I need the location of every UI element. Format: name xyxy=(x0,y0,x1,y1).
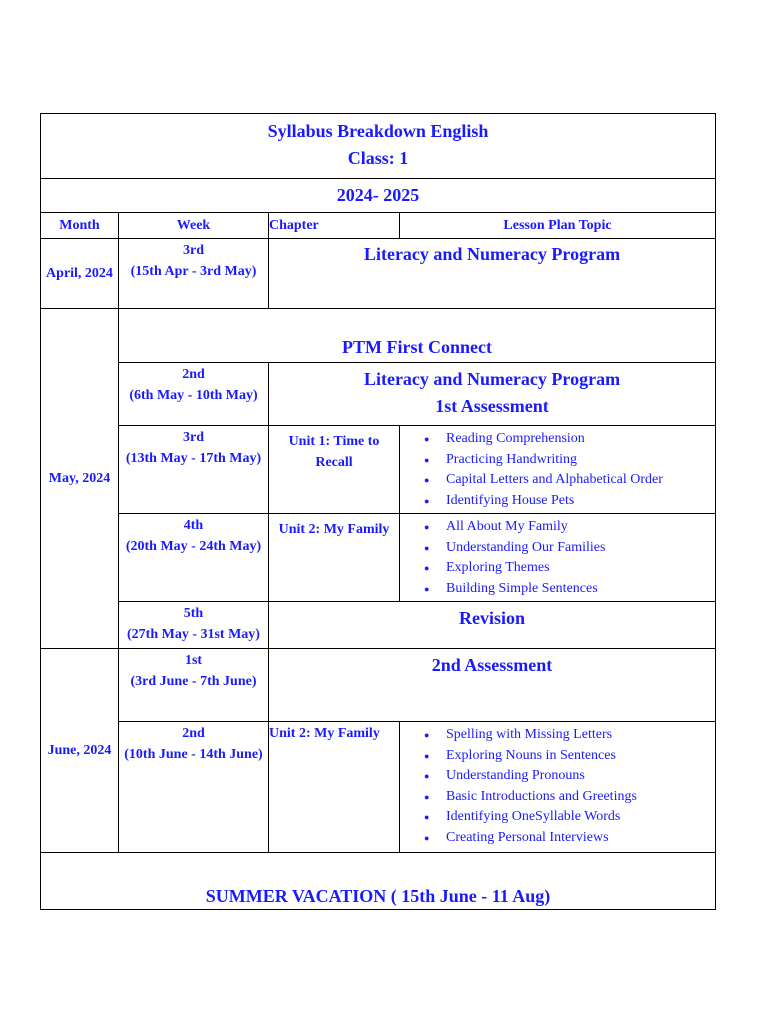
month-april: April, 2024 xyxy=(41,239,119,309)
table-row xyxy=(41,514,716,602)
topics-cell xyxy=(400,514,716,602)
list-item: ● Practicing Handwriting xyxy=(400,450,715,471)
week-number: 3rd xyxy=(183,243,204,258)
assessment-label: 1st Assessment xyxy=(435,396,549,416)
title-cell xyxy=(41,114,716,179)
header-week: Week xyxy=(119,213,269,239)
topic-list xyxy=(400,517,715,599)
week-number: 2nd xyxy=(182,367,205,382)
summer-vacation: SUMMER VACATION ( 15th June - 11 Aug) xyxy=(41,853,716,910)
list-item: ● Basic Introductions and Greetings xyxy=(400,787,715,808)
week-number: 5th xyxy=(183,606,204,621)
week-range: (3rd June - 7th June) xyxy=(130,673,257,689)
table-row xyxy=(41,853,716,910)
list-item: ● Capital Letters and Alphabetical Order xyxy=(400,470,715,491)
week-range: (13th May - 17th May) xyxy=(125,450,262,466)
syllabus-table xyxy=(40,113,716,910)
list-item: ● Creating Personal Interviews xyxy=(400,828,715,849)
ptm-label: PTM First Connect xyxy=(119,309,716,363)
document-title: Syllabus Breakdown English xyxy=(267,121,489,141)
week-range: (27th May - 31st May) xyxy=(127,626,260,642)
list-item: ● Spelling with Missing Letters xyxy=(400,725,715,746)
program-label: Literacy and Numeracy Program xyxy=(269,239,716,309)
header-topic: Lesson Plan Topic xyxy=(400,213,716,239)
chapter-cell: Unit 2: My Family xyxy=(269,514,400,602)
week-number: 2nd xyxy=(182,726,205,741)
assessment-label: 2nd Assessment xyxy=(269,649,716,722)
year-row xyxy=(41,179,716,213)
week-cell xyxy=(119,649,269,722)
list-item: ● Exploring Nouns in Sentences xyxy=(400,746,715,767)
table-row xyxy=(41,602,716,649)
list-item: ● Exploring Themes xyxy=(400,558,715,579)
week-cell xyxy=(119,363,269,426)
week-range: (20th May - 24th May) xyxy=(125,538,262,554)
program-cell xyxy=(269,363,716,426)
list-item: ● All About My Family xyxy=(400,517,715,538)
topics-cell xyxy=(400,722,716,853)
week-number: 1st xyxy=(184,653,203,668)
table-row xyxy=(41,309,716,363)
chapter-cell: Unit 2: My Family xyxy=(269,722,400,853)
header-row xyxy=(41,213,716,239)
week-range: (6th May - 10th May) xyxy=(129,387,258,403)
header-chapter: Chapter xyxy=(269,213,400,239)
week-range: (10th June - 14th June) xyxy=(124,746,263,762)
program-label: Literacy and Numeracy Program xyxy=(363,369,621,389)
class-label: Class: 1 xyxy=(347,148,409,168)
topic-list xyxy=(400,725,715,848)
week-cell xyxy=(119,722,269,853)
list-item: ● Identifying OneSyllable Words xyxy=(400,807,715,828)
list-item: ● Reading Comprehension xyxy=(400,429,715,450)
list-item: ● Understanding Pronouns xyxy=(400,766,715,787)
week-cell xyxy=(119,514,269,602)
table-row xyxy=(41,363,716,426)
title-row xyxy=(41,114,716,179)
academic-year: 2024- 2025 xyxy=(41,179,716,213)
chapter-cell: Unit 1: Time to Recall xyxy=(269,426,400,514)
header-month: Month xyxy=(41,213,119,239)
table-row xyxy=(41,649,716,722)
month-june: June, 2024 xyxy=(41,649,119,853)
table-row xyxy=(41,426,716,514)
list-item: ● Building Simple Sentences xyxy=(400,579,715,600)
syllabus-page xyxy=(40,113,715,910)
topics-cell xyxy=(400,426,716,514)
week-range: (15th Apr - 3rd May) xyxy=(130,263,257,279)
table-row xyxy=(41,239,716,309)
list-item: ● Understanding Our Families xyxy=(400,538,715,559)
revision-label: Revision xyxy=(269,602,716,649)
table-row xyxy=(41,722,716,853)
week-cell xyxy=(119,239,269,309)
week-cell xyxy=(119,602,269,649)
month-may: May, 2024 xyxy=(41,309,119,649)
week-cell xyxy=(119,426,269,514)
week-number: 3rd xyxy=(183,430,204,445)
topic-list xyxy=(400,429,715,511)
list-item: ● Identifying House Pets xyxy=(400,491,715,512)
week-number: 4th xyxy=(183,518,204,533)
